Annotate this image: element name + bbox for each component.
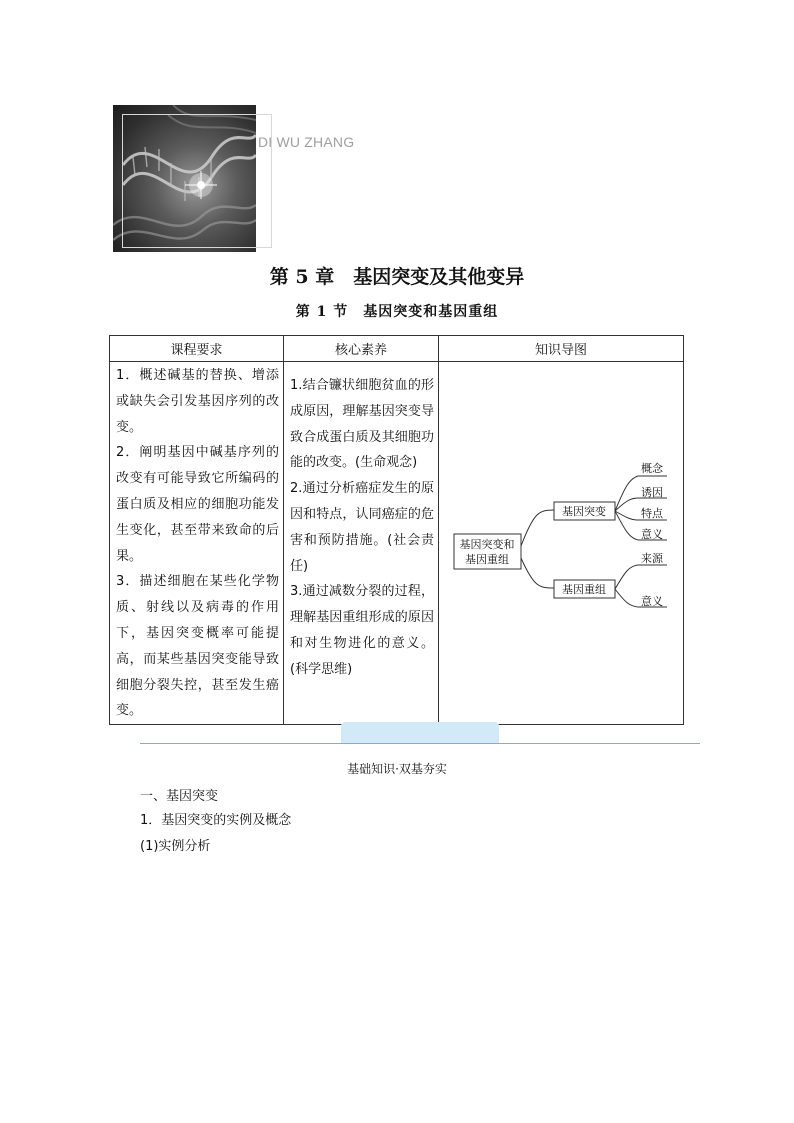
requirement-item: 3．描述细胞在某些化学物质、射线以及病毒的作用下，基因突变概率可能提高，而某些基因突变能导致细胞分裂失控，甚至发生癌变。 (116, 574, 279, 719)
requirement-item: 2．阐明基因中碱基序列的改变有可能导致它所编码的蛋白质及相应的细胞功能发生变化，甚至带来致命的后果。 (116, 445, 279, 564)
divider-tab (341, 722, 499, 743)
mindmap-leaf-label: 意义 (641, 528, 663, 541)
mindmap-root-label-2: 基因重组 (465, 553, 509, 566)
header-course-requirements: 课程要求 (110, 336, 284, 362)
heading-level-2: 1．基因突变的实例及概念 (140, 813, 292, 828)
mindmap-root-label-1: 基因突变和 (459, 538, 515, 551)
literacy-item: 2.通过分析癌症发生的原因和特点，认同癌症的危害和预防措施。(社会责任) (290, 481, 434, 574)
requirements-cell (110, 362, 284, 725)
heading-level-1: 一、基因突变 (140, 789, 219, 804)
divider-line (140, 743, 700, 744)
connector-root-branch2 (521, 558, 554, 588)
mindmap-leaf-label: 特点 (641, 507, 663, 520)
mindmap-leaf-label: 意义 (641, 595, 663, 608)
mindmap-cell (439, 362, 684, 725)
mindmap-leaf-label: 概念 (641, 462, 663, 475)
mindmap-branch-label: 基因重组 (562, 583, 606, 596)
knowledge-mindmap (439, 362, 683, 717)
literacy-cell (284, 362, 439, 725)
chapter-pinyin-caption: DI WU ZHANG (258, 134, 355, 150)
mindmap-leaf-label: 来源 (641, 552, 663, 565)
connector-root-branch1 (521, 510, 554, 546)
chapter-title: 第 5 章 基因突变及其他变异 (269, 266, 525, 288)
header-knowledge-map: 知识导图 (439, 336, 684, 362)
literacy-item: 3.通过减数分裂的过程，理解基因重组形成的原因和对生物进化的意义。(科学思维) (290, 584, 434, 677)
overview-table (109, 335, 684, 725)
header-core-literacy: 核心素养 (284, 336, 439, 362)
mindmap-branch-label: 基因突变 (562, 505, 606, 518)
mindmap-leaf-label: 诱因 (641, 486, 663, 499)
divider-heading: 基础知识·双基夯实 (347, 762, 447, 776)
literacy-item: 1.结合镰状细胞贫血的形成原因，理解基因突变导致合成蛋白质及其细胞功能的改变。(生命观念) (290, 378, 434, 471)
heading-level-3: (1)实例分析 (140, 839, 211, 854)
section-title: 第 1 节 基因突变和基因重组 (295, 304, 499, 320)
requirement-item: 1．概述碱基的替换、增添或缺失会引发基因序列的改变。 (116, 368, 279, 435)
banner-frame (122, 114, 272, 248)
